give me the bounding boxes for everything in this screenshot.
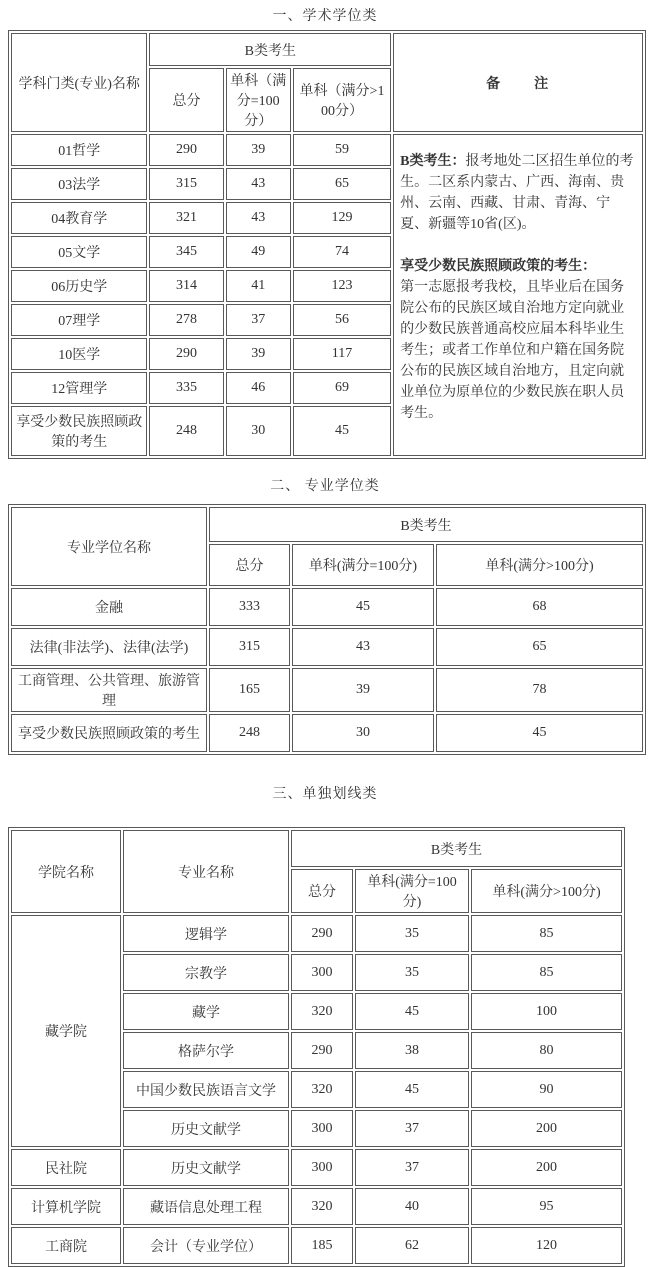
professional-degree-table — [8, 504, 646, 755]
college-cell: 民社院 — [11, 1149, 121, 1186]
table-row — [11, 628, 643, 666]
total-score-cell: 248 — [149, 406, 223, 456]
total-score-cell: 290 — [291, 1032, 353, 1069]
single-100-cell: 41 — [226, 270, 291, 302]
total-score-cell: 248 — [209, 714, 290, 752]
table-row — [11, 588, 643, 626]
single-100-header-cell: 单科(满分=100分) — [355, 869, 469, 913]
table-header-row — [11, 33, 643, 66]
remark-p2-body: 第一志愿报考我校，且毕业后在国务院公布的民族区域自治地方定向就业的少数民族普通高校应届本科毕业生考生；或者工作单位和户籍在国务院公布的民族区域自治地方，且定向就业单位为原单位的少数民族在职人员考生。 — [400, 280, 625, 421]
total-score-cell: 321 — [149, 202, 223, 234]
major-cell: 宗教学 — [123, 954, 289, 991]
single-100-cell: 43 — [226, 168, 291, 200]
single-100-cell: 37 — [226, 304, 291, 336]
single-100-cell: 37 — [355, 1149, 469, 1186]
discipline-cell: 12管理学 — [11, 372, 147, 404]
major-cell: 历史文献学 — [123, 1110, 289, 1147]
total-score-cell: 300 — [291, 954, 353, 991]
single-gt100-cell: 85 — [471, 915, 622, 952]
single-100-cell: 35 — [355, 915, 469, 952]
table-row — [11, 915, 622, 952]
group-b-header-cell: B类考生 — [149, 33, 391, 66]
major-cell: 藏学 — [123, 993, 289, 1030]
single-100-cell: 30 — [292, 714, 434, 752]
single-100-cell: 46 — [226, 372, 291, 404]
single-gt100-cell: 117 — [293, 338, 391, 370]
single-100-cell: 45 — [292, 588, 434, 626]
discipline-cell: 07理学 — [11, 304, 147, 336]
discipline-cell: 06历史学 — [11, 270, 147, 302]
total-score-cell: 314 — [149, 270, 223, 302]
college-header-cell: 学院名称 — [11, 830, 121, 913]
single-100-header-cell: 单科（满分=100分） — [226, 68, 291, 132]
single-gt100-cell: 69 — [293, 372, 391, 404]
discipline-cell: 04教育学 — [11, 202, 147, 234]
college-cell: 工商院 — [11, 1227, 121, 1264]
major-cell: 会计（专业学位） — [123, 1227, 289, 1264]
total-score-cell: 290 — [291, 915, 353, 952]
table-row — [11, 134, 643, 166]
table-header-row — [11, 830, 622, 867]
single-gt100-cell: 78 — [436, 668, 643, 712]
discipline-cell: 05文学 — [11, 236, 147, 268]
single-gt100-cell: 129 — [293, 202, 391, 234]
total-score-header-cell: 总分 — [209, 544, 290, 586]
remark-p2-lead: 享受少数民族照顾政策的考生： — [400, 259, 597, 274]
total-score-cell: 278 — [149, 304, 223, 336]
single-100-cell: 30 — [226, 406, 291, 456]
total-score-header-cell: 总分 — [291, 869, 353, 913]
single-100-cell: 62 — [355, 1227, 469, 1264]
discipline-cell: 享受少数民族照顾政策的考生 — [11, 406, 147, 456]
single-gt100-cell: 65 — [293, 168, 391, 200]
discipline-cell: 01哲学 — [11, 134, 147, 166]
single-100-cell: 37 — [355, 1110, 469, 1147]
single-gt100-cell: 85 — [471, 954, 622, 991]
college-cell: 计算机学院 — [11, 1188, 121, 1225]
single-gt100-cell: 68 — [436, 588, 643, 626]
single-gt100-cell: 74 — [293, 236, 391, 268]
section-3-title: 三、单独划线类 — [272, 787, 378, 802]
total-score-header-cell: 总分 — [149, 68, 223, 132]
single-gt100-cell: 45 — [436, 714, 643, 752]
single-100-cell: 43 — [292, 628, 434, 666]
total-score-cell: 165 — [209, 668, 290, 712]
single-100-cell: 38 — [355, 1032, 469, 1069]
discipline-cell: 10医学 — [11, 338, 147, 370]
single-gt100-cell: 45 — [293, 406, 391, 456]
discipline-header-cell: 学科门类(专业)名称 — [11, 33, 147, 132]
table-row — [11, 1188, 622, 1225]
total-score-cell: 320 — [291, 993, 353, 1030]
single-100-cell: 49 — [226, 236, 291, 268]
single-100-cell: 39 — [292, 668, 434, 712]
total-score-cell: 345 — [149, 236, 223, 268]
total-score-cell: 315 — [209, 628, 290, 666]
major-header-cell: 专业名称 — [123, 830, 289, 913]
single-100-cell: 39 — [226, 134, 291, 166]
total-score-cell: 300 — [291, 1110, 353, 1147]
group-b-header-cell: B类考生 — [291, 830, 622, 867]
table-row — [11, 1149, 622, 1186]
table-row — [11, 714, 643, 752]
total-score-cell: 335 — [149, 372, 223, 404]
single-gt100-cell: 200 — [471, 1149, 622, 1186]
single-gt100-cell: 95 — [471, 1188, 622, 1225]
major-cell: 历史文献学 — [123, 1149, 289, 1186]
degree-name-cell: 法律(非法学)、法律(法学) — [11, 628, 207, 666]
total-score-cell: 290 — [149, 338, 223, 370]
remark-paragraph-1 — [400, 151, 638, 235]
total-score-cell: 320 — [291, 1071, 353, 1108]
table-header-row — [11, 507, 643, 542]
total-score-cell: 300 — [291, 1149, 353, 1186]
total-score-cell: 320 — [291, 1188, 353, 1225]
table-row — [11, 668, 643, 712]
remark-paragraph-2 — [400, 256, 638, 424]
section-2-title: 二、 专业学位类 — [270, 479, 380, 494]
single-100-cell: 35 — [355, 954, 469, 991]
remark-p1-lead: B类考生： — [400, 154, 466, 169]
degree-name-cell: 享受少数民族照顾政策的考生 — [11, 714, 207, 752]
major-cell: 格萨尔学 — [123, 1032, 289, 1069]
single-gt100-cell: 80 — [471, 1032, 622, 1069]
single-gt100-cell: 56 — [293, 304, 391, 336]
total-score-cell: 185 — [291, 1227, 353, 1264]
group-b-header-cell: B类考生 — [209, 507, 643, 542]
single-gt100-cell: 123 — [293, 270, 391, 302]
single-gt100-header-cell: 单科(满分>100分) — [471, 869, 622, 913]
single-gt100-cell: 120 — [471, 1227, 622, 1264]
discipline-cell: 03法学 — [11, 168, 147, 200]
remark-cell — [393, 134, 643, 456]
single-gt100-cell: 200 — [471, 1110, 622, 1147]
single-100-cell: 43 — [226, 202, 291, 234]
degree-name-cell: 金融 — [11, 588, 207, 626]
remark-header-cell: 备 注 — [393, 33, 643, 132]
total-score-cell: 315 — [149, 168, 223, 200]
single-100-cell: 45 — [355, 1071, 469, 1108]
total-score-cell: 333 — [209, 588, 290, 626]
section-1-title: 一、学术学位类 — [272, 9, 378, 24]
separate-line-table — [8, 827, 625, 1267]
degree-name-cell: 工商管理、公共管理、旅游管理 — [11, 668, 207, 712]
table-row — [11, 1227, 622, 1264]
single-100-cell: 39 — [226, 338, 291, 370]
degree-name-header-cell: 专业学位名称 — [11, 507, 207, 586]
remark-p1-body: 报考地处二区招生单位的考生。二区系内蒙古、广西、海南、贵州、云南、西藏、甘肃、青海、宁夏、新疆等10省(区)。 — [400, 154, 634, 232]
college-cell: 藏学院 — [11, 915, 121, 1147]
single-100-cell: 45 — [355, 993, 469, 1030]
single-gt100-header-cell: 单科(满分>100分) — [436, 544, 643, 586]
academic-degree-table — [8, 30, 646, 459]
single-100-cell: 40 — [355, 1188, 469, 1225]
single-gt100-cell: 100 — [471, 993, 622, 1030]
single-100-header-cell: 单科(满分=100分) — [292, 544, 434, 586]
single-gt100-cell: 65 — [436, 628, 643, 666]
major-cell: 逻辑学 — [123, 915, 289, 952]
single-gt100-header-cell: 单科（满分>100分） — [293, 68, 391, 132]
total-score-cell: 290 — [149, 134, 223, 166]
major-cell: 藏语信息处理工程 — [123, 1188, 289, 1225]
major-cell: 中国少数民族语言文学 — [123, 1071, 289, 1108]
single-gt100-cell: 90 — [471, 1071, 622, 1108]
single-gt100-cell: 59 — [293, 134, 391, 166]
